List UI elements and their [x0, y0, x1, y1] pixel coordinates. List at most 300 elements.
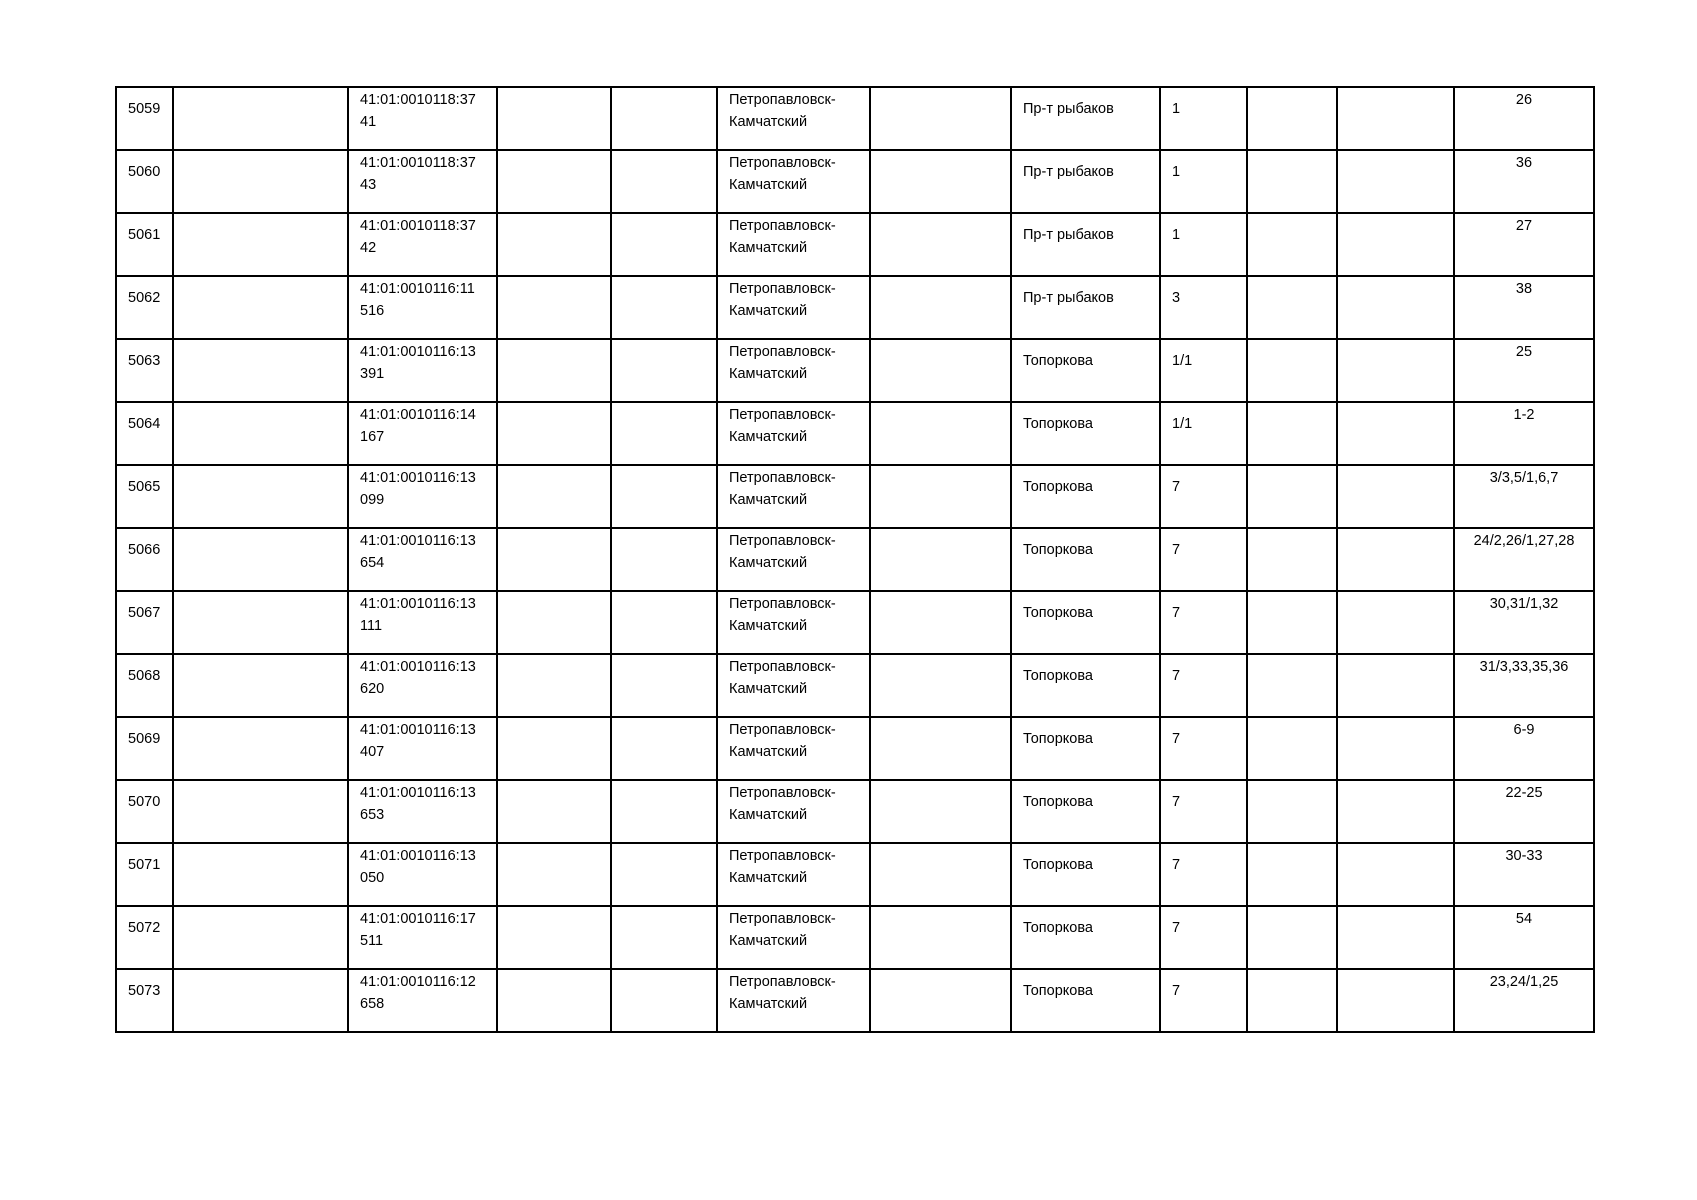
empty-cell [870, 465, 1011, 528]
empty-cell [497, 717, 611, 780]
table-row [116, 780, 1594, 843]
empty-cell [173, 654, 348, 717]
cadastral-number-line-2: 050 [360, 870, 385, 886]
apartment-cell [1454, 213, 1594, 276]
record-number: 5070 [128, 794, 161, 810]
street-name: Топоркова [1023, 479, 1093, 495]
empty-cell [870, 969, 1011, 1032]
cadastral-number-line-2: 167 [360, 429, 385, 445]
street-name: Топоркова [1023, 605, 1093, 621]
record-number-cell [116, 465, 173, 528]
record-number: 5065 [128, 479, 161, 495]
empty-cell [870, 87, 1011, 150]
street-cell [1011, 654, 1160, 717]
street-name: Топоркова [1023, 353, 1093, 369]
empty-cell [173, 276, 348, 339]
table-row [116, 465, 1594, 528]
record-number: 5060 [128, 164, 161, 180]
empty-cell [497, 87, 611, 150]
city-line-1: Петропавловск- [729, 533, 836, 549]
cadastral-number-cell [348, 150, 497, 213]
street-name: Топоркова [1023, 857, 1093, 873]
empty-cell [870, 528, 1011, 591]
empty-cell [1337, 717, 1454, 780]
street-name: Топоркова [1023, 794, 1093, 810]
apartment-numbers: 54 [1515, 911, 1533, 927]
cadastral-number-line-2: 620 [360, 681, 385, 697]
apartment-cell [1454, 339, 1594, 402]
house-number: 7 [1172, 479, 1181, 495]
record-number-cell [116, 339, 173, 402]
street-name: Пр-т рыбаков [1023, 227, 1114, 243]
empty-cell [173, 150, 348, 213]
record-number: 5067 [128, 605, 161, 621]
street-name: Пр-т рыбаков [1023, 101, 1114, 117]
city-cell [717, 465, 870, 528]
empty-cell [173, 843, 348, 906]
empty-cell [611, 465, 717, 528]
apartment-cell [1454, 654, 1594, 717]
record-number-cell [116, 213, 173, 276]
registry-table [115, 86, 1595, 1033]
empty-cell [1337, 780, 1454, 843]
apartment-numbers: 31/3,33,35,36 [1479, 659, 1569, 675]
apartment-cell [1454, 717, 1594, 780]
house-cell [1160, 213, 1247, 276]
empty-cell [870, 213, 1011, 276]
cadastral-number-line-2: 111 [360, 618, 383, 634]
apartment-cell [1454, 528, 1594, 591]
house-number: 1 [1172, 164, 1181, 180]
apartment-numbers: 30-33 [1505, 848, 1543, 864]
cadastral-number-line-2: 43 [360, 177, 377, 193]
table-row [116, 843, 1594, 906]
street-cell [1011, 528, 1160, 591]
city-line-1: Петропавловск- [729, 470, 836, 486]
house-cell [1160, 780, 1247, 843]
cadastral-number-line-1: 41:01:0010116:13 [360, 722, 476, 738]
street-cell [1011, 843, 1160, 906]
house-cell [1160, 906, 1247, 969]
house-number: 1 [1172, 227, 1181, 243]
empty-cell [1247, 87, 1337, 150]
table-row [116, 906, 1594, 969]
cadastral-number-cell [348, 843, 497, 906]
street-cell [1011, 717, 1160, 780]
record-number-cell [116, 969, 173, 1032]
empty-cell [1337, 528, 1454, 591]
city-line-2: Камчатский [729, 366, 808, 382]
street-name: Топоркова [1023, 416, 1093, 432]
cadastral-number-cell [348, 528, 497, 591]
record-number-cell [116, 780, 173, 843]
empty-cell [870, 654, 1011, 717]
registry-rows [116, 87, 1594, 1032]
empty-cell [611, 402, 717, 465]
city-line-1: Петропавловск- [729, 659, 836, 675]
empty-cell [870, 906, 1011, 969]
empty-cell [1247, 591, 1337, 654]
apartment-cell [1454, 465, 1594, 528]
empty-cell [1247, 906, 1337, 969]
cadastral-number-line-1: 41:01:0010116:13 [360, 596, 476, 612]
cadastral-number-cell [348, 906, 497, 969]
empty-cell [173, 591, 348, 654]
house-cell [1160, 465, 1247, 528]
cadastral-number-line-1: 41:01:0010116:17 [360, 911, 476, 927]
cadastral-number-line-1: 41:01:0010116:14 [360, 407, 476, 423]
apartment-numbers: 27 [1515, 218, 1533, 234]
record-number-cell [116, 87, 173, 150]
empty-cell [497, 591, 611, 654]
house-number: 3 [1172, 290, 1181, 306]
empty-cell [497, 654, 611, 717]
apartment-numbers: 36 [1515, 155, 1533, 171]
table-row [116, 150, 1594, 213]
city-cell [717, 402, 870, 465]
empty-cell [497, 465, 611, 528]
cadastral-number-line-1: 41:01:0010116:13 [360, 533, 476, 549]
empty-cell [611, 654, 717, 717]
cadastral-number-line-2: 658 [360, 996, 385, 1012]
street-name: Топоркова [1023, 668, 1093, 684]
empty-cell [611, 591, 717, 654]
city-line-2: Камчатский [729, 744, 808, 760]
city-line-1: Петропавловск- [729, 596, 836, 612]
record-number: 5071 [128, 857, 161, 873]
record-number-cell [116, 150, 173, 213]
empty-cell [1337, 213, 1454, 276]
empty-cell [1337, 87, 1454, 150]
empty-cell [173, 87, 348, 150]
empty-cell [173, 969, 348, 1032]
empty-cell [611, 528, 717, 591]
cadastral-number-line-2: 391 [360, 366, 385, 382]
cadastral-number-line-1: 41:01:0010118:37 [360, 92, 476, 108]
empty-cell [497, 906, 611, 969]
empty-cell [611, 780, 717, 843]
apartment-numbers: 26 [1515, 92, 1533, 108]
house-cell [1160, 276, 1247, 339]
house-number: 7 [1172, 668, 1181, 684]
empty-cell [173, 402, 348, 465]
cadastral-number-cell [348, 780, 497, 843]
cadastral-number-line-2: 407 [360, 744, 385, 760]
record-number: 5059 [128, 101, 161, 117]
cadastral-number-line-1: 41:01:0010116:13 [360, 848, 476, 864]
house-cell [1160, 969, 1247, 1032]
table-row [116, 213, 1594, 276]
empty-cell [173, 717, 348, 780]
apartment-numbers: 24/2,26/1,27,28 [1473, 533, 1575, 549]
city-line-2: Камчатский [729, 870, 808, 886]
city-cell [717, 213, 870, 276]
city-line-2: Камчатский [729, 303, 808, 319]
empty-cell [497, 276, 611, 339]
record-number-cell [116, 591, 173, 654]
street-cell [1011, 276, 1160, 339]
house-number: 7 [1172, 605, 1181, 621]
empty-cell [1247, 150, 1337, 213]
house-number: 1/1 [1172, 416, 1193, 432]
cadastral-number-line-2: 654 [360, 555, 385, 571]
cadastral-number-line-1: 41:01:0010116:11 [360, 281, 475, 297]
house-number: 1/1 [1172, 353, 1193, 369]
empty-cell [1247, 402, 1337, 465]
cadastral-number-cell [348, 213, 497, 276]
city-cell [717, 654, 870, 717]
apartment-numbers: 1-2 [1513, 407, 1535, 423]
empty-cell [173, 339, 348, 402]
cadastral-number-line-1: 41:01:0010116:13 [360, 470, 476, 486]
record-number-cell [116, 654, 173, 717]
city-line-2: Камчатский [729, 114, 808, 130]
house-number: 7 [1172, 983, 1181, 999]
table-row [116, 717, 1594, 780]
city-cell [717, 339, 870, 402]
city-line-1: Петропавловск- [729, 92, 836, 108]
empty-cell [1247, 717, 1337, 780]
city-line-2: Камчатский [729, 240, 808, 256]
empty-cell [1247, 465, 1337, 528]
cadastral-number-cell [348, 654, 497, 717]
city-line-2: Камчатский [729, 555, 808, 571]
empty-cell [1337, 402, 1454, 465]
apartment-cell [1454, 276, 1594, 339]
cadastral-number-line-2: 516 [360, 303, 385, 319]
empty-cell [870, 591, 1011, 654]
empty-cell [497, 339, 611, 402]
record-number: 5068 [128, 668, 161, 684]
cadastral-number-line-1: 41:01:0010116:13 [360, 344, 476, 360]
house-cell [1160, 843, 1247, 906]
empty-cell [870, 843, 1011, 906]
house-cell [1160, 591, 1247, 654]
street-cell [1011, 402, 1160, 465]
record-number: 5069 [128, 731, 161, 747]
apartment-cell [1454, 906, 1594, 969]
empty-cell [173, 906, 348, 969]
city-line-1: Петропавловск- [729, 218, 836, 234]
empty-cell [497, 213, 611, 276]
cadastral-number-cell [348, 717, 497, 780]
cadastral-number-cell [348, 591, 497, 654]
city-cell [717, 780, 870, 843]
apartment-cell [1454, 591, 1594, 654]
table-row [116, 591, 1594, 654]
cadastral-number-cell [348, 402, 497, 465]
empty-cell [497, 150, 611, 213]
apartment-cell [1454, 780, 1594, 843]
house-cell [1160, 528, 1247, 591]
city-line-2: Камчатский [729, 996, 808, 1012]
empty-cell [497, 843, 611, 906]
house-cell [1160, 402, 1247, 465]
empty-cell [173, 213, 348, 276]
city-line-2: Камчатский [729, 429, 808, 445]
house-cell [1160, 339, 1247, 402]
house-cell [1160, 87, 1247, 150]
city-line-1: Петропавловск- [729, 848, 836, 864]
empty-cell [611, 213, 717, 276]
city-cell [717, 717, 870, 780]
house-number: 7 [1172, 920, 1181, 936]
empty-cell [611, 717, 717, 780]
city-line-2: Камчатский [729, 681, 808, 697]
apartment-numbers: 3/3,5/1,6,7 [1489, 470, 1559, 486]
city-cell [717, 276, 870, 339]
cadastral-number-cell [348, 339, 497, 402]
cadastral-number-cell [348, 276, 497, 339]
empty-cell [1247, 339, 1337, 402]
city-line-1: Петропавловск- [729, 785, 836, 801]
cadastral-number-line-2: 653 [360, 807, 385, 823]
empty-cell [173, 528, 348, 591]
record-number: 5072 [128, 920, 161, 936]
apartment-cell [1454, 402, 1594, 465]
city-line-2: Камчатский [729, 177, 808, 193]
empty-cell [497, 402, 611, 465]
cadastral-number-line-1: 41:01:0010118:37 [360, 218, 476, 234]
apartment-cell [1454, 843, 1594, 906]
city-line-1: Петропавловск- [729, 974, 836, 990]
city-cell [717, 528, 870, 591]
empty-cell [173, 780, 348, 843]
city-line-2: Камчатский [729, 807, 808, 823]
table-row [116, 402, 1594, 465]
house-cell [1160, 150, 1247, 213]
cadastral-number-line-1: 41:01:0010116:13 [360, 659, 476, 675]
house-number: 7 [1172, 857, 1181, 873]
house-number: 7 [1172, 731, 1181, 747]
empty-cell [1247, 213, 1337, 276]
cadastral-number-line-1: 41:01:0010116:13 [360, 785, 476, 801]
empty-cell [611, 87, 717, 150]
street-name: Топоркова [1023, 983, 1093, 999]
record-number: 5062 [128, 290, 161, 306]
record-number-cell [116, 402, 173, 465]
house-cell [1160, 717, 1247, 780]
record-number-cell [116, 717, 173, 780]
record-number: 5063 [128, 353, 161, 369]
empty-cell [1247, 276, 1337, 339]
cadastral-number-line-2: 099 [360, 492, 385, 508]
empty-cell [497, 969, 611, 1032]
record-number: 5066 [128, 542, 161, 558]
apartment-cell [1454, 87, 1594, 150]
empty-cell [1247, 843, 1337, 906]
empty-cell [1247, 654, 1337, 717]
cadastral-number-cell [348, 465, 497, 528]
apartment-cell [1454, 969, 1594, 1032]
empty-cell [1337, 969, 1454, 1032]
city-line-1: Петропавловск- [729, 407, 836, 423]
empty-cell [611, 150, 717, 213]
record-number-cell [116, 528, 173, 591]
empty-cell [870, 402, 1011, 465]
table-row [116, 276, 1594, 339]
record-number: 5061 [128, 227, 161, 243]
street-cell [1011, 465, 1160, 528]
street-name: Пр-т рыбаков [1023, 290, 1114, 306]
apartment-numbers: 6-9 [1513, 722, 1535, 738]
empty-cell [1337, 150, 1454, 213]
empty-cell [870, 780, 1011, 843]
city-line-2: Камчатский [729, 492, 808, 508]
street-cell [1011, 780, 1160, 843]
apartment-numbers: 25 [1515, 344, 1533, 360]
city-cell [717, 87, 870, 150]
empty-cell [870, 717, 1011, 780]
cadastral-number-line-2: 41 [360, 114, 377, 130]
record-number-cell [116, 906, 173, 969]
empty-cell [1337, 276, 1454, 339]
cadastral-number-cell [348, 969, 497, 1032]
record-number-cell [116, 843, 173, 906]
table-row [116, 339, 1594, 402]
apartment-numbers: 23,24/1,25 [1489, 974, 1559, 990]
street-cell [1011, 969, 1160, 1032]
empty-cell [1337, 906, 1454, 969]
apartment-numbers: 30,31/1,32 [1489, 596, 1559, 612]
house-number: 1 [1172, 101, 1181, 117]
empty-cell [611, 906, 717, 969]
empty-cell [1247, 528, 1337, 591]
empty-cell [870, 276, 1011, 339]
street-name: Топоркова [1023, 542, 1093, 558]
city-cell [717, 906, 870, 969]
cadastral-number-line-2: 511 [360, 933, 384, 949]
city-cell [717, 150, 870, 213]
city-line-1: Петропавловск- [729, 155, 836, 171]
empty-cell [497, 528, 611, 591]
city-cell [717, 591, 870, 654]
street-cell [1011, 906, 1160, 969]
table-row [116, 969, 1594, 1032]
record-number-cell [116, 276, 173, 339]
empty-cell [497, 780, 611, 843]
city-line-1: Петропавловск- [729, 281, 836, 297]
table-row [116, 528, 1594, 591]
empty-cell [611, 276, 717, 339]
cadastral-number-line-1: 41:01:0010118:37 [360, 155, 476, 171]
empty-cell [1337, 591, 1454, 654]
cadastral-number-line-1: 41:01:0010116:12 [360, 974, 476, 990]
empty-cell [1337, 339, 1454, 402]
empty-cell [1337, 465, 1454, 528]
city-line-2: Камчатский [729, 933, 808, 949]
city-line-1: Петропавловск- [729, 911, 836, 927]
empty-cell [1337, 654, 1454, 717]
street-cell [1011, 339, 1160, 402]
street-cell [1011, 87, 1160, 150]
empty-cell [611, 843, 717, 906]
street-cell [1011, 150, 1160, 213]
table-row [116, 654, 1594, 717]
empty-cell [870, 339, 1011, 402]
street-cell [1011, 591, 1160, 654]
apartment-cell [1454, 150, 1594, 213]
record-number: 5073 [128, 983, 161, 999]
empty-cell [1247, 780, 1337, 843]
street-name: Пр-т рыбаков [1023, 164, 1114, 180]
cadastral-number-cell [348, 87, 497, 150]
apartment-numbers: 38 [1515, 281, 1533, 297]
house-number: 7 [1172, 794, 1181, 810]
empty-cell [173, 465, 348, 528]
empty-cell [611, 339, 717, 402]
table-row [116, 87, 1594, 150]
